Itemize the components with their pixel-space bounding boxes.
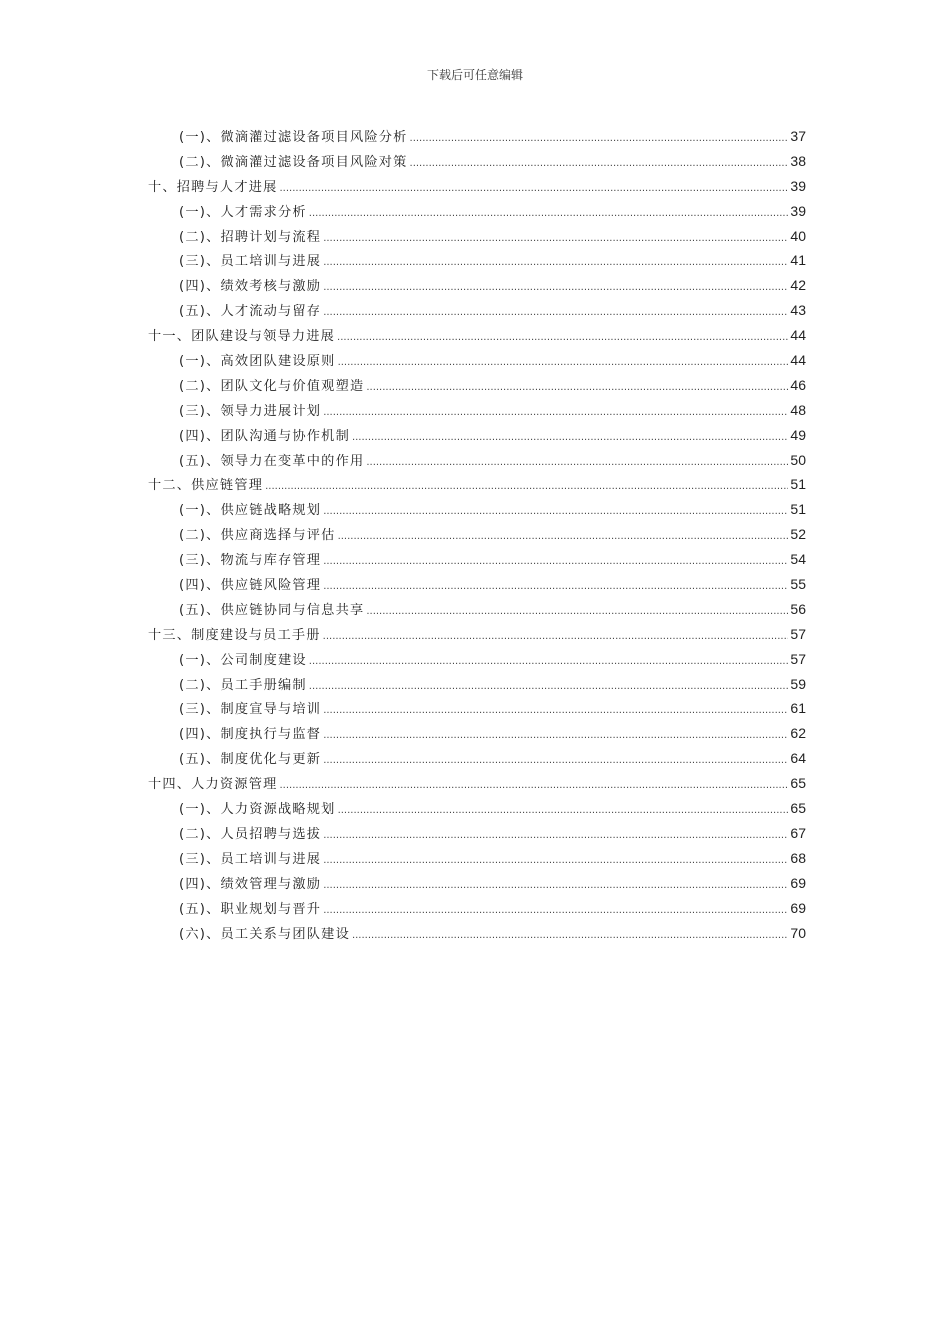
- toc-entry-label: 十四、人力资源管理: [148, 777, 278, 793]
- toc-page-number: 57: [790, 650, 806, 667]
- toc-page-number: 55: [790, 576, 806, 593]
- toc-section-entry[interactable]: [148, 248, 806, 273]
- page-header: 下载后可任意编辑: [426, 68, 523, 82]
- toc-section-entry[interactable]: [148, 746, 806, 771]
- toc-entry-label: 十三、制度建设与员工手册: [148, 627, 321, 643]
- toc-page-number: 69: [790, 899, 806, 916]
- toc-entry-label: (一)、微滴灌过滤设备项目风险分析: [179, 130, 408, 145]
- toc-entry-label: (四)、供应链风险管理: [179, 578, 322, 594]
- toc-entry-label: (三)、员工培训与进展: [179, 254, 322, 270]
- toc-section-entry[interactable]: [148, 398, 806, 423]
- toc-entry-label: (三)、领导力进展计划: [179, 403, 322, 419]
- toc-chapter-entry[interactable]: [148, 472, 806, 497]
- toc-entry-label: (一)、公司制度建设: [179, 652, 307, 668]
- toc-entry-label: 十二、供应链管理: [148, 478, 264, 494]
- toc-leader-dots: [323, 226, 788, 252]
- toc-leader-dots: [323, 624, 789, 650]
- toc-leader-dots: [323, 499, 788, 525]
- toc-entry-label: (五)、职业规划与晋升: [179, 901, 322, 917]
- toc-section-entry[interactable]: [148, 821, 806, 846]
- toc-leader-dots: [323, 275, 788, 301]
- toc-leader-dots: [280, 176, 789, 202]
- toc-chapter-entry[interactable]: [148, 323, 806, 348]
- toc-section-entry[interactable]: [148, 149, 806, 174]
- toc-entry-label: (三)、物流与库存管理: [179, 553, 322, 569]
- toc-section-entry[interactable]: [148, 846, 806, 871]
- toc-page-number: 46: [790, 376, 806, 393]
- toc-page-number: 37: [790, 128, 806, 144]
- toc-leader-dots: [323, 898, 788, 924]
- toc-leader-dots: [366, 450, 788, 476]
- toc-page-number: 43: [790, 302, 806, 319]
- toc-entry-label: (五)、制度优化与更新: [179, 752, 322, 768]
- toc-leader-dots: [309, 649, 789, 675]
- toc-page-number: 40: [790, 227, 806, 244]
- toc-page-number: 65: [790, 775, 806, 792]
- toc-section-entry[interactable]: [148, 896, 806, 921]
- toc-page-number: 51: [790, 476, 806, 493]
- toc-section-entry[interactable]: [148, 448, 806, 473]
- toc-page-number: 44: [790, 327, 806, 344]
- toc-entry-label: (五)、领导力在变革中的作用: [179, 453, 365, 469]
- toc-entry-label: 十、招聘与人才进展: [148, 179, 278, 195]
- toc-page-number: 70: [790, 924, 806, 941]
- toc-entry-label: (二)、微滴灌过滤设备项目风险对策: [179, 154, 408, 170]
- toc-section-entry[interactable]: [148, 298, 806, 323]
- toc-section-entry[interactable]: [148, 522, 806, 547]
- toc-entry-label: (四)、制度执行与监督: [179, 727, 322, 743]
- toc-leader-dots: [265, 474, 788, 500]
- toc-entry-label: (四)、团队沟通与协作机制: [179, 428, 350, 444]
- toc-section-entry[interactable]: [148, 273, 806, 298]
- toc-section-entry[interactable]: [148, 921, 806, 946]
- toc-page-number: 44: [790, 352, 806, 369]
- toc-leader-dots: [352, 923, 788, 949]
- toc-entry-label: (二)、供应商选择与评估: [179, 528, 336, 544]
- toc-page-number: 59: [790, 675, 806, 692]
- toc-page-number: 62: [790, 725, 806, 742]
- toc-leader-dots: [366, 599, 788, 625]
- toc-page-number: 67: [790, 824, 806, 841]
- toc-section-entry[interactable]: [148, 224, 806, 249]
- toc-leader-dots: [323, 574, 788, 600]
- toc-entry-label: (一)、高效团队建设原则: [179, 354, 336, 370]
- toc-section-entry[interactable]: [148, 497, 806, 522]
- toc-entry-label: (二)、人员招聘与选拔: [179, 826, 322, 842]
- toc-section-entry[interactable]: [148, 721, 806, 746]
- toc-section-entry[interactable]: [148, 696, 806, 721]
- toc-leader-dots: [309, 674, 789, 700]
- toc-entry-label: 十一、团队建设与领导力进展: [148, 329, 336, 345]
- toc-page-number: 39: [790, 202, 806, 219]
- toc-page-number: 48: [790, 401, 806, 418]
- toc-entry-label: (四)、绩效管理与激励: [179, 876, 322, 892]
- toc-chapter-entry[interactable]: [148, 174, 806, 199]
- toc-leader-dots: [323, 250, 788, 276]
- toc-leader-dots: [323, 873, 788, 899]
- toc-leader-dots: [410, 151, 789, 177]
- toc-leader-dots: [323, 848, 788, 874]
- toc-section-entry[interactable]: [148, 124, 806, 149]
- toc-page-number: 57: [790, 625, 806, 642]
- toc-page-number: 42: [790, 277, 806, 294]
- toc-entry-label: (一)、人力资源战略规划: [179, 802, 336, 818]
- toc-leader-dots: [366, 375, 788, 401]
- toc-entry-label: (一)、供应链战略规划: [179, 503, 322, 519]
- toc-page-number: 64: [790, 750, 806, 767]
- toc-section-entry[interactable]: [148, 547, 806, 572]
- toc-entry-label: (六)、员工关系与团队建设: [179, 926, 350, 942]
- toc-leader-dots: [309, 201, 789, 227]
- toc-leader-dots: [338, 798, 789, 824]
- toc-leader-dots: [323, 300, 788, 326]
- toc-section-entry[interactable]: [148, 348, 806, 373]
- toc-page-number: 52: [790, 526, 806, 543]
- toc-page-number: 50: [790, 451, 806, 468]
- toc-section-entry[interactable]: [148, 871, 806, 896]
- toc-leader-dots: [337, 325, 788, 351]
- toc-leader-dots: [323, 400, 788, 426]
- toc-page-number: 54: [790, 551, 806, 568]
- toc-entry-label: (三)、员工培训与进展: [179, 851, 322, 867]
- toc-page-number: 56: [790, 600, 806, 617]
- toc-leader-dots: [323, 823, 788, 849]
- toc-page-number: 51: [790, 501, 806, 518]
- toc-section-entry[interactable]: [148, 647, 806, 672]
- toc-entry-label: (二)、团队文化与价值观塑造: [179, 378, 365, 394]
- toc-chapter-entry[interactable]: [148, 771, 806, 796]
- toc-page-number: 68: [790, 849, 806, 866]
- toc-page-number: 65: [790, 800, 806, 817]
- toc-leader-dots: [338, 524, 789, 550]
- toc-entry-label: (一)、人才需求分析: [179, 204, 307, 220]
- toc-page-number: 61: [790, 700, 806, 717]
- table-of-contents: [148, 124, 806, 945]
- toc-section-entry[interactable]: [148, 672, 806, 697]
- toc-entry-label: (三)、制度宣导与培训: [179, 702, 322, 718]
- toc-entry-label: (二)、员工手册编制: [179, 677, 307, 693]
- toc-page-number: 49: [790, 426, 806, 443]
- toc-page-number: 38: [790, 152, 806, 169]
- toc-entry-label: (五)、供应链协同与信息共享: [179, 602, 365, 618]
- toc-section-entry[interactable]: [148, 572, 806, 597]
- toc-section-entry[interactable]: [148, 423, 806, 448]
- toc-leader-dots: [323, 698, 788, 724]
- toc-section-entry[interactable]: [148, 597, 806, 622]
- toc-leader-dots: [410, 126, 789, 152]
- toc-leader-dots: [352, 425, 788, 451]
- toc-chapter-entry[interactable]: [148, 622, 806, 647]
- toc-entry-label: (二)、招聘计划与流程: [179, 229, 322, 245]
- toc-leader-dots: [323, 748, 788, 774]
- toc-page-number: 39: [790, 177, 806, 194]
- toc-entry-label: (四)、绩效考核与激励: [179, 279, 322, 295]
- toc-leader-dots: [323, 723, 788, 749]
- toc-section-entry[interactable]: [148, 373, 806, 398]
- toc-section-entry[interactable]: [148, 199, 806, 224]
- toc-leader-dots: [338, 350, 789, 376]
- toc-section-entry[interactable]: [148, 796, 806, 821]
- toc-leader-dots: [323, 549, 788, 575]
- toc-entry-label: (五)、人才流动与留存: [179, 304, 322, 320]
- toc-page-number: 69: [790, 874, 806, 891]
- toc-page-number: 41: [790, 252, 806, 269]
- toc-leader-dots: [280, 773, 789, 799]
